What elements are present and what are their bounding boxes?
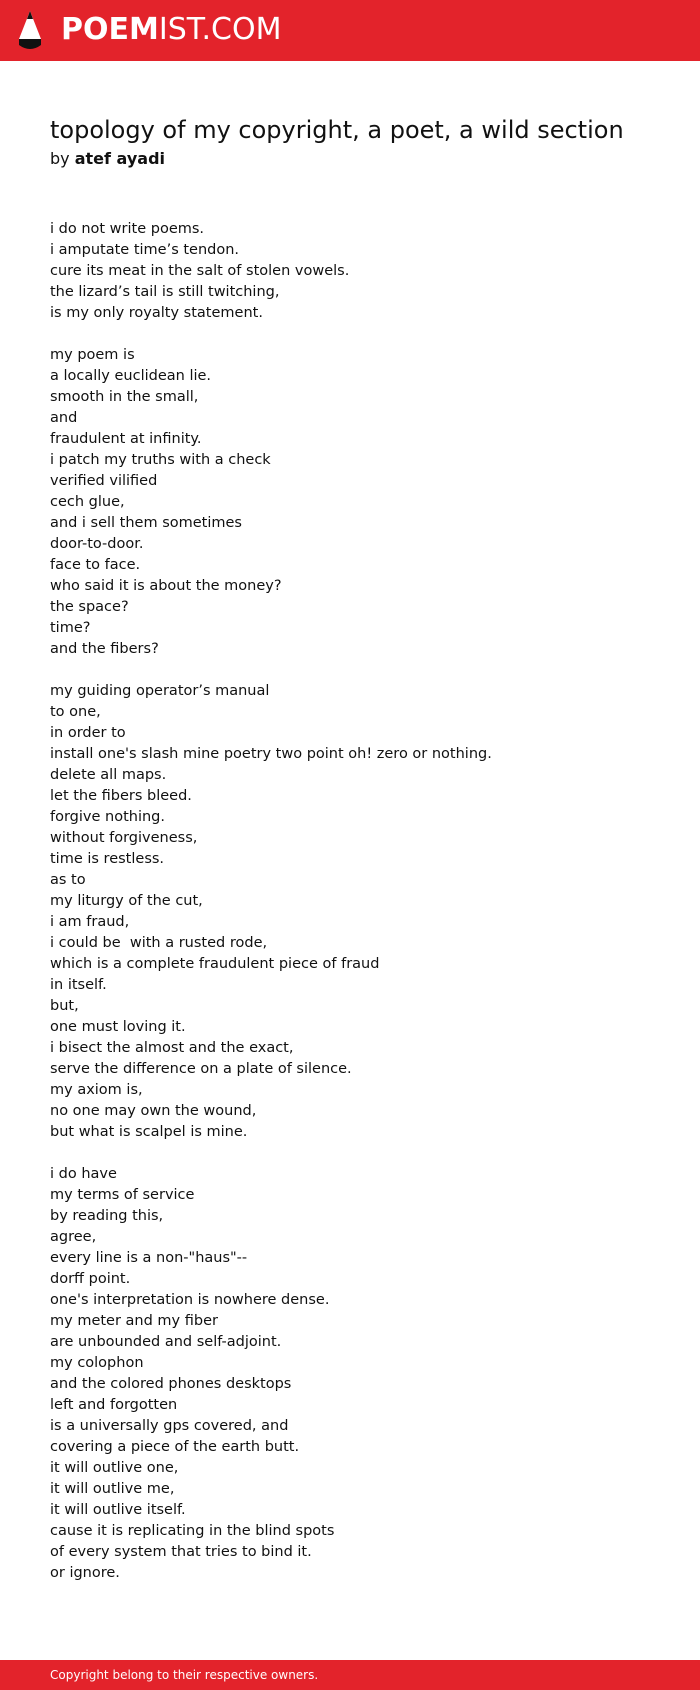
poem-line: or ignore. <box>50 1565 120 1581</box>
poem-line: but, <box>50 998 79 1014</box>
poem-line: fraudulent at infinity. <box>50 431 202 447</box>
poem-line: and the colored phones desktops <box>50 1376 292 1392</box>
poem-line: by reading this, <box>50 1208 164 1224</box>
poem-line: left and forgotten <box>50 1397 178 1413</box>
poem-line: i could be with a rusted rode, <box>50 935 268 951</box>
pencil-tip-icon[interactable] <box>16 9 44 53</box>
poem-stanza <box>50 345 670 660</box>
poem-line: it will outlive me, <box>50 1481 175 1497</box>
poem-title: topology of my copyright, a poet, a wild section <box>50 116 624 144</box>
poem-line: my liturgy of the cut, <box>50 893 203 909</box>
poem-line: face to face. <box>50 557 141 573</box>
author-name[interactable]: atef ayadi <box>74 149 166 168</box>
byline <box>50 148 165 170</box>
poem-line: time? <box>50 620 91 636</box>
poem-line: door-to-door. <box>50 536 144 552</box>
poem-line: install one's slash mine poetry two point oh! zero or nothing. <box>50 746 492 762</box>
poem-line: who said it is about the money? <box>50 578 282 594</box>
poem-line: one must loving it. <box>50 1019 186 1035</box>
poem-line: cause it is replicating in the blind spots <box>50 1523 335 1539</box>
poem-line: it will outlive itself. <box>50 1502 186 1518</box>
by-label: by <box>50 149 70 168</box>
poem-line: and <box>50 410 78 426</box>
site-header <box>0 0 700 61</box>
poem-line: a locally euclidean lie. <box>50 368 212 384</box>
poem-line: my guiding operator’s manual <box>50 683 270 699</box>
poem-line: dorff point. <box>50 1271 131 1287</box>
poem-line: as to <box>50 872 86 888</box>
poem-line: but what is scalpel is mine. <box>50 1124 248 1140</box>
poem-line: no one may own the wound, <box>50 1103 257 1119</box>
poem-line: every line is a non-"haus"-- <box>50 1250 248 1266</box>
poem-body <box>50 219 670 1605</box>
poem-line: covering a piece of the earth butt. <box>50 1439 300 1455</box>
poem-line: smooth in the small, <box>50 389 199 405</box>
poem-line: i bisect the almost and the exact, <box>50 1040 294 1056</box>
poem-line: my meter and my fiber <box>50 1313 218 1329</box>
poem-line: i amputate time’s tendon. <box>50 242 240 258</box>
logo-bold-text: POEM <box>61 12 159 47</box>
copyright-notice: Copyright belong to their respective owners. <box>50 1668 319 1682</box>
poem-line: serve the difference on a plate of silence. <box>50 1061 352 1077</box>
poem-line: cech glue, <box>50 494 125 510</box>
poem-line: without forgiveness, <box>50 830 198 846</box>
site-footer <box>0 1660 700 1690</box>
poem-line: it will outlive one, <box>50 1460 179 1476</box>
poem-line: i do not write poems. <box>50 221 205 237</box>
poem-line: are unbounded and self-adjoint. <box>50 1334 282 1350</box>
poem-line: cure its meat in the salt of stolen vowels. <box>50 263 350 279</box>
poem-line: agree, <box>50 1229 97 1245</box>
poem-line: my axiom is, <box>50 1082 143 1098</box>
poem-line: i do have <box>50 1166 117 1182</box>
poem-line: my poem is <box>50 347 135 363</box>
site-logo[interactable] <box>61 12 281 48</box>
poem-line: is my only royalty statement. <box>50 305 263 321</box>
poem-line: my terms of service <box>50 1187 195 1203</box>
poem-line: and the fibers? <box>50 641 159 657</box>
poem-line: i patch my truths with a check <box>50 452 271 468</box>
poem-line: which is a complete fraudulent piece of fraud <box>50 956 380 972</box>
poem-line: in order to <box>50 725 126 741</box>
poem-stanza <box>50 1164 670 1584</box>
poem-line: to one, <box>50 704 101 720</box>
poem-line: my colophon <box>50 1355 144 1371</box>
poem-line: time is restless. <box>50 851 165 867</box>
poem-line: the space? <box>50 599 129 615</box>
poem-line: is a universally gps covered, and <box>50 1418 289 1434</box>
poem-line: of every system that tries to bind it. <box>50 1544 312 1560</box>
poem-line: delete all maps. <box>50 767 167 783</box>
poem-line: verified vilified <box>50 473 158 489</box>
poem-line: in itself. <box>50 977 107 993</box>
poem-line: the lizard’s tail is still twitching, <box>50 284 280 300</box>
poem-stanza <box>50 219 670 324</box>
logo-light-text: IST.COM <box>158 12 282 47</box>
poem-line: forgive nothing. <box>50 809 165 825</box>
poem-line: one's interpretation is nowhere dense. <box>50 1292 330 1308</box>
poem-stanza <box>50 681 670 1143</box>
poem-line: i am fraud, <box>50 914 130 930</box>
poem-line: and i sell them sometimes <box>50 515 242 531</box>
poem-line: let the fibers bleed. <box>50 788 192 804</box>
